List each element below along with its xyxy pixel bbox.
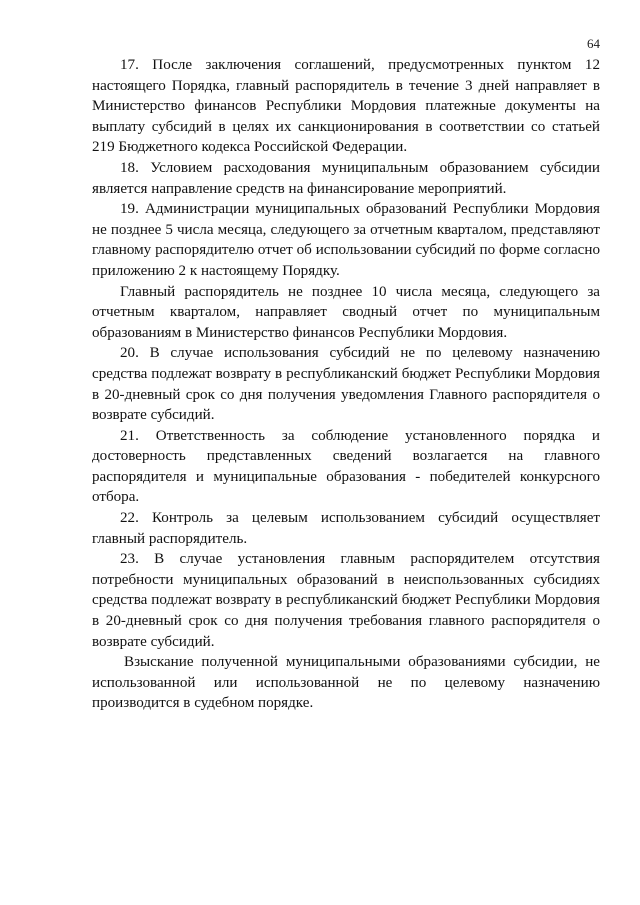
paragraph-17: 17. После заключения соглашений, предусмотренных пунктом 12 настоящего Порядка, главный распорядитель в течение 3 дней направляет в Министерство финансов Республики Мордовия платежные документы на выплату субсидий в целях их санкционирования в соответствии со статьей 219 Бюджетного кодекса Российской Федерации. [92,57,600,156]
paragraph-21: 21. Ответственность за соблюдение установленного порядка и достоверность представленных сведений возлагается на главного распорядителя и муниципальные образования - победителей конкурсного отбора. [92,427,600,506]
paragraph-20: 20. В случае использования субсидий не по целевому назначению средства подлежат возврату в республиканский бюджет Республики Мордовия в 20-дневный срок со дня получения уведомления Главного распорядителя о возврате субсидий. [92,345,600,424]
paragraph-19: 19. Администрации муниципальных образований Республики Мордовия не позднее 5 числа месяца, следующего за отчетным кварталом, представляют главному распорядителю отчет об использовании субсидий по форме согласно приложению 2 к настоящему Порядку. [92,201,600,279]
paragraph-23: 23. В случае установления главным распорядителем отсутствия потребности муниципальных образований в неиспользованных субсидиях средства подлежат возврату в республиканский бюджет Республики Мордовия в 20-дневный срок со дня получения требования главного распорядителя о возврате субсидий. [92,551,600,650]
page-number: 64 [587,36,600,51]
paragraph-18: 18. Условием расходования муниципальным образованием субсидии является направление средств на финансирование мероприятий. [92,159,600,197]
paragraph-22: 22. Контроль за целевым использованием субсидий осуществляет главный распорядитель. [92,510,600,547]
document-body [92,55,600,714]
paragraph-19-report: Главный распорядитель не позднее 10 числа месяца, следующего за отчетным кварталом, направляет сводный отчет по муниципальным образованиям в Министерство финансов Республики Мордовия. [92,283,600,341]
paragraph-23-recovery: Взыскание полученной муниципальными образованиями субсидии, не использованной или использованной не по целевому назначению производится в судебном порядке. [92,654,600,712]
